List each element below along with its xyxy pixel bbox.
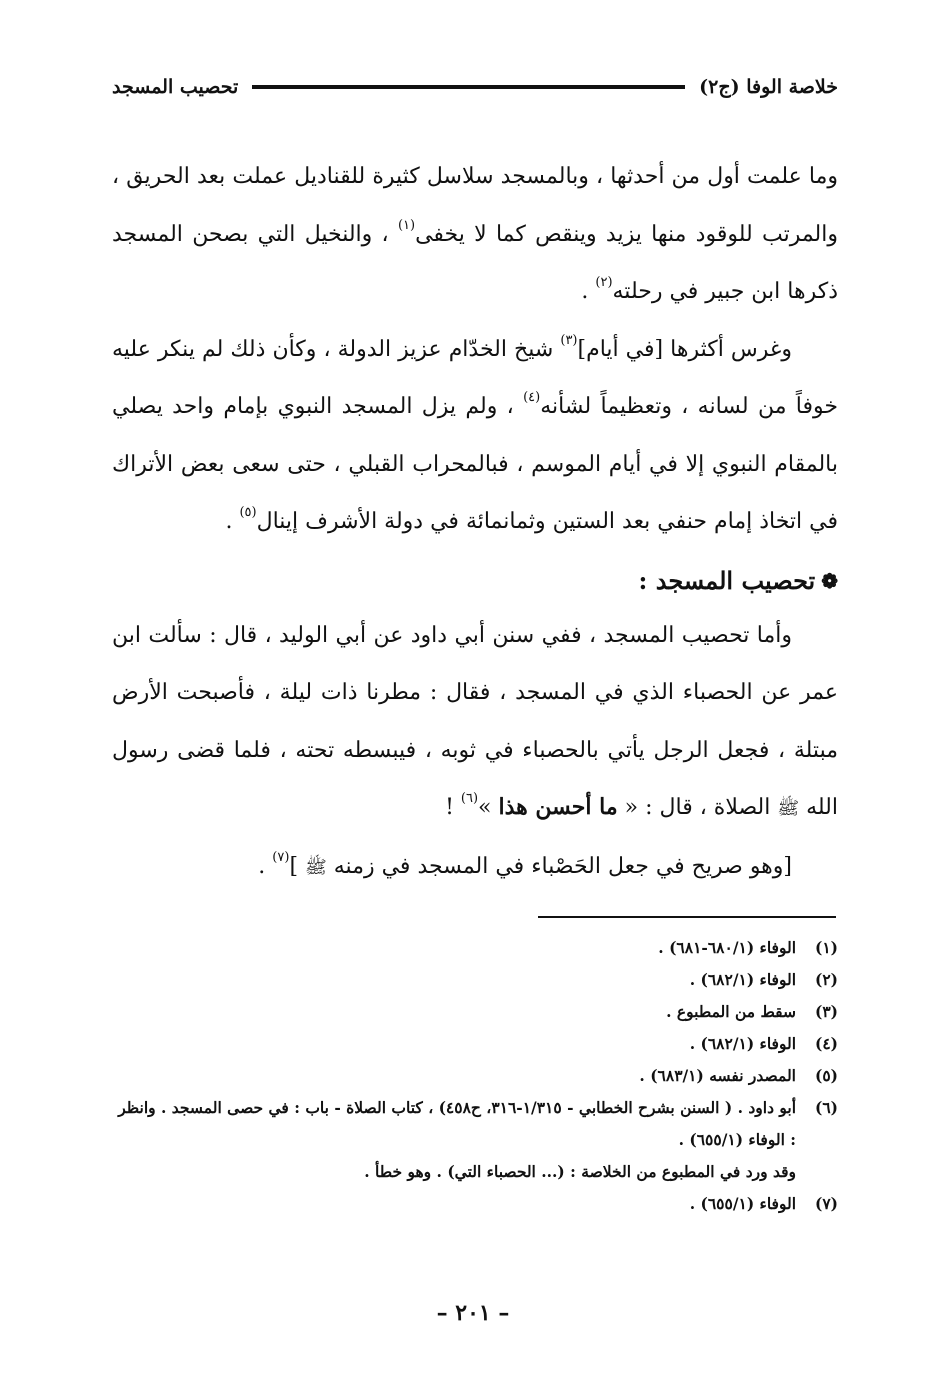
footnote-ref[interactable]: (٢)	[595, 275, 613, 290]
footnote-ref[interactable]: (٦)	[460, 791, 479, 806]
footnote-ref[interactable]: (٤)	[523, 390, 541, 405]
paragraph-text: ، والنخيل التي بصحن المسجد ذكرها ابن جبير في رحلته	[112, 221, 838, 304]
paragraph-text: وما علمت أول من أحدثها ، وبالمسجد سلاسل كثيرة للقناديل عملت بعد الحريق ، والمرتب للوقود منها يزيد وينقص كما لا يخفى	[112, 164, 838, 247]
footnote-number: (٢)	[814, 970, 838, 989]
footnote-text: أبو داود . ( السنن بشرح الخطابي - ١/٣١٥-٣١٦، ح٤٥٨) ، كتاب الصلاة - باب : في حصى المسجد . وانظر : الوفاء (٦٥٥/١) .	[118, 1098, 796, 1149]
honorific-icon: ﷺ	[305, 856, 327, 878]
footnote-item	[112, 996, 838, 1028]
paragraph-text: شيخ الخدّام عزيز الدولة ، وكأن ذلك لم ينكر عليه خوفاً من لسانه ، وتعظيماً لشأنه	[112, 336, 838, 419]
main-text	[112, 148, 838, 896]
footnote-text: الوفاء (٦٥٥/١) .	[689, 1194, 796, 1213]
header-rule	[252, 85, 685, 89]
section-heading	[112, 555, 838, 607]
footnote-ref[interactable]: (٧)	[272, 849, 290, 865]
footnote-ref[interactable]: (٥)	[239, 505, 257, 520]
paragraph-text: .	[258, 853, 273, 879]
footnote-item	[112, 932, 838, 964]
footnote-number: (٦)	[814, 1098, 838, 1117]
paragraph-1	[112, 148, 838, 321]
footnote-number: (٥)	[814, 1066, 838, 1085]
header-book-title: خلاصة الوفا (ج٢)	[699, 76, 838, 98]
footnote-text: المصدر نفسه (٦٨٣/١) .	[639, 1066, 796, 1085]
paragraph-text: وغرس أكثرها [في أيام]	[577, 336, 792, 362]
footnote-text: سقط من المطبوع .	[666, 1002, 796, 1021]
paragraph-text: [وهو صريح في جعل الحَصْباء في المسجد في زمنه	[326, 853, 792, 879]
paragraph-text: .	[225, 509, 240, 534]
footnote-item	[112, 1092, 838, 1156]
footnote-item	[112, 1028, 838, 1060]
footnote-item	[112, 1060, 838, 1092]
footnote-number: (٤)	[814, 1034, 838, 1053]
footnote-ref[interactable]: (٣)	[560, 332, 578, 348]
footnote-text: الوفاء (٦٨٢/١) .	[689, 1034, 796, 1053]
section-heading-text: تحصيب المسجد :	[638, 565, 816, 595]
footnote-number: (٧)	[814, 1194, 838, 1213]
flower-ornament-icon: ❁	[821, 568, 838, 593]
paragraph-text: »	[478, 795, 499, 820]
footnotes	[112, 932, 838, 1220]
footnote-number: (٣)	[814, 1002, 838, 1021]
paragraph-4	[112, 838, 838, 897]
footnote-text: الوفاء (٦٨٢/١) .	[689, 970, 796, 989]
footnote-separator	[538, 916, 836, 918]
page-number: – ٢٠١ –	[436, 1300, 510, 1326]
hadith-quote: ما أحسن هذا	[498, 794, 618, 820]
paragraph-text: الصلاة ، قال : «	[617, 795, 778, 820]
paragraph-text: ، ولم يزل المسجد النبوي بإمام واحد يصلي بالمقام النبوي إلا في أيام الموسم ، فبالمحراب القبلي ، حتى سعى بعض الأتراك في اتخاذ إمام حنفي بعد الستين وثمانمائة في دولة الأشرف إينال	[112, 394, 838, 534]
footnote-number: (١)	[814, 938, 838, 957]
running-header	[112, 70, 838, 104]
paragraph-text: وأما تحصيب المسجد ، ففي سنن أبي داود عن أبي الوليد ، قال : سألت ابن عمر عن الحصباء الذي في المسجد ، فقال : مطرنا ذات ليلة ، فأصبحت الأرض مبتلة ، فجعل الرجل يأتي بالحصباء في ثوبه ، فيبسطه تحته ، فلما قضى رسول الله	[112, 622, 838, 820]
paragraph-text: .	[581, 279, 596, 304]
paragraph-2	[112, 321, 838, 551]
header-chapter-title: تحصيب المسجد	[112, 76, 239, 98]
footnote-item	[112, 964, 838, 996]
honorific-icon: ﷺ	[777, 798, 800, 819]
footnote-continuation	[112, 1156, 838, 1188]
footnote-text: وقد ورد في المطبوع من الخلاصة : (... الحصباء التي) . وهو خطأ .	[364, 1162, 796, 1181]
footnote-text: الوفاء (٦٨٠/١-٦٨١) .	[658, 938, 796, 957]
footnote-item	[112, 1188, 838, 1220]
paragraph-text: !	[445, 795, 461, 820]
footnote-ref[interactable]: (١)	[397, 217, 416, 233]
paragraph-3	[112, 607, 838, 838]
paragraph-text: ]	[289, 853, 306, 879]
